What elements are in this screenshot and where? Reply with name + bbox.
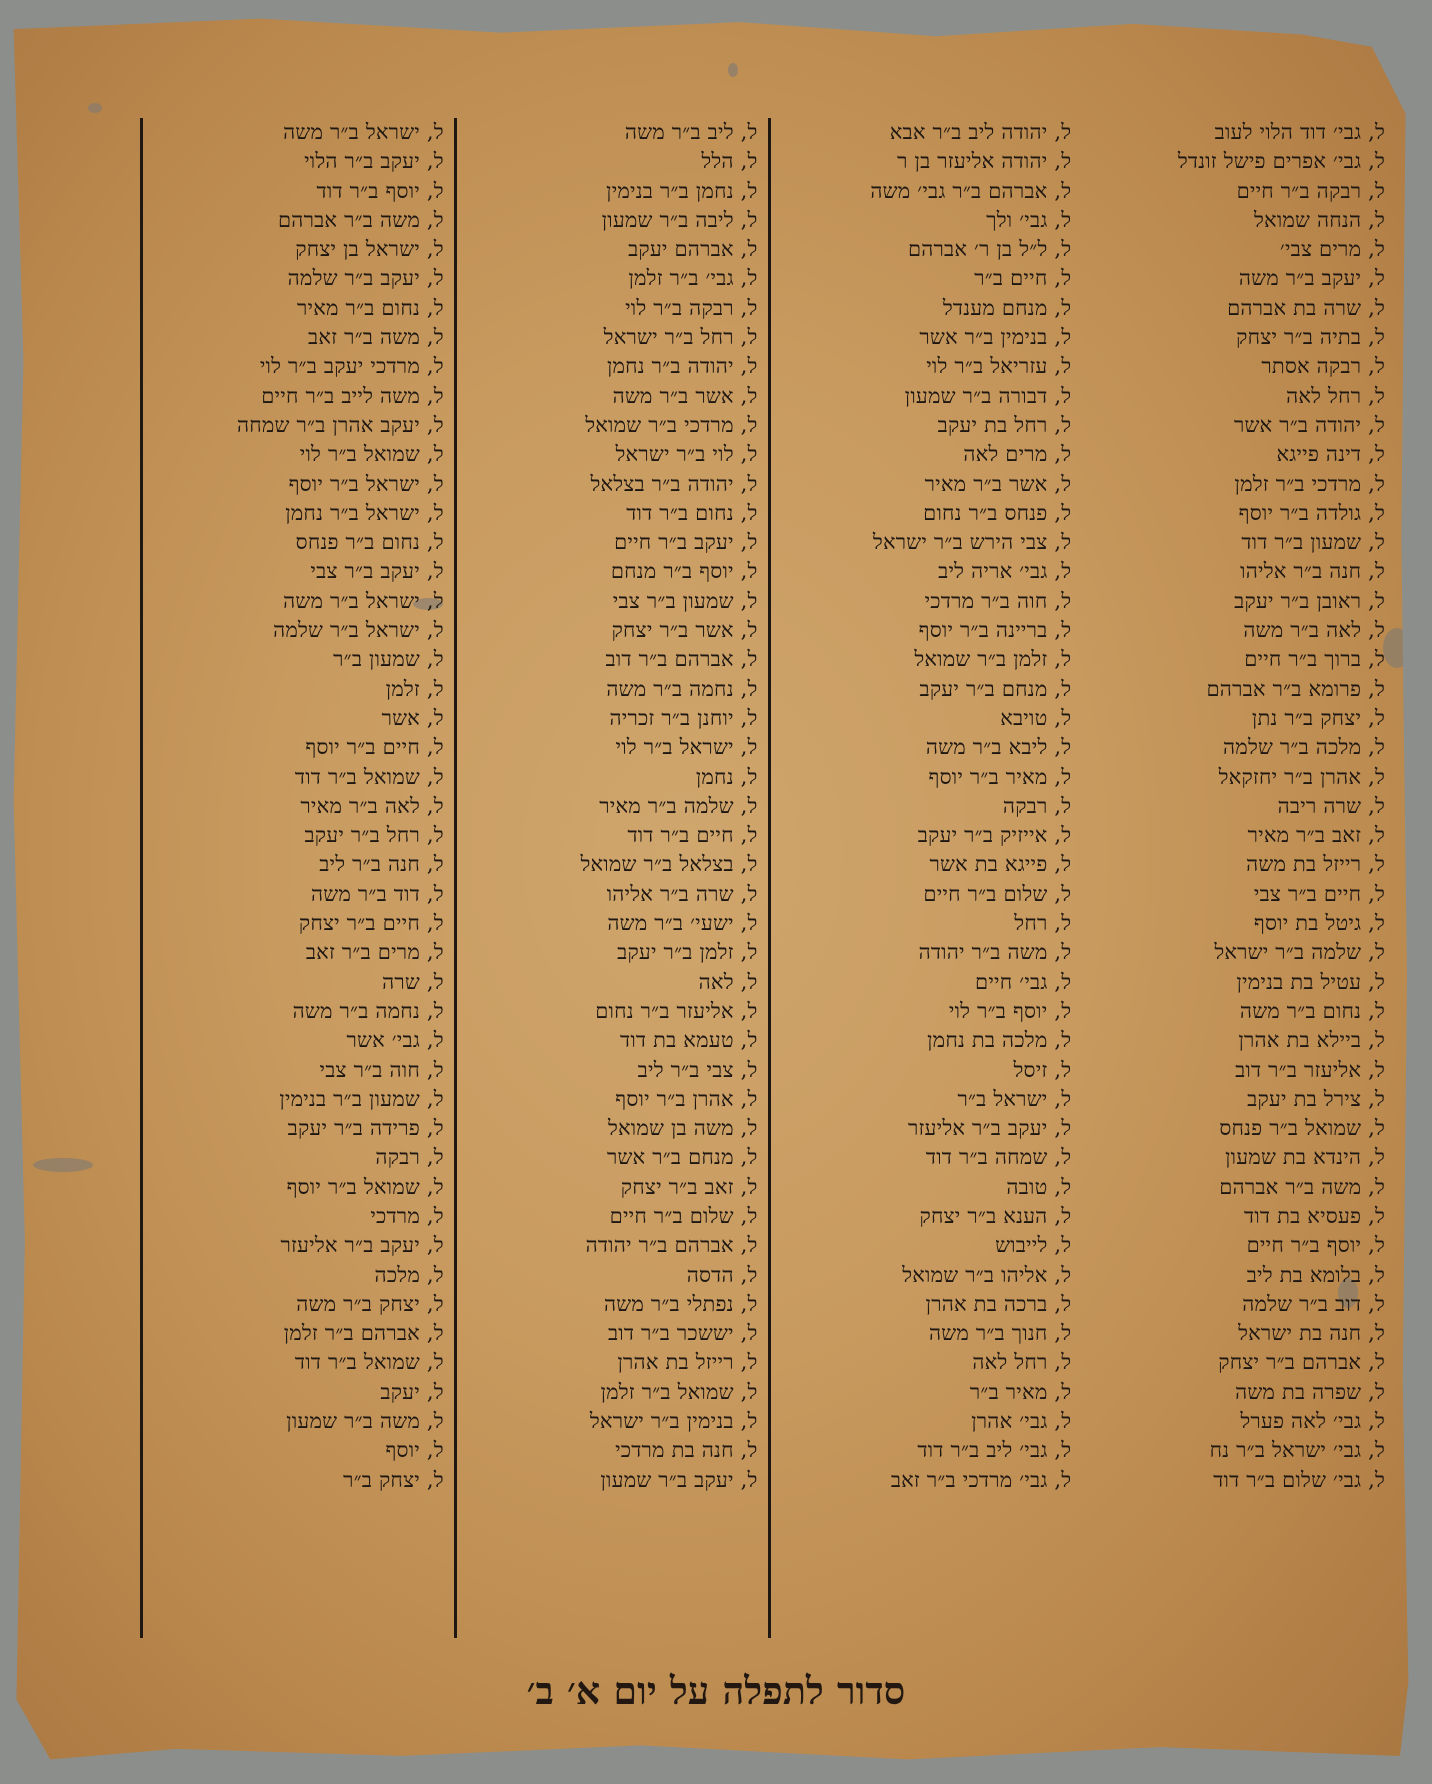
name-entry: ל, רחל לאה (1286, 383, 1385, 408)
name-entry: ל, שרה ריבה (1277, 793, 1385, 818)
name-entry: ל, ישראל ב״ר שלמה (273, 618, 444, 643)
name-entry: ל, שמואל ב״ר לוי (299, 442, 444, 467)
name-entry: ל, מנחם ב״ר יעקב (919, 676, 1072, 701)
name-entry: ל, נחום ב״ר דוד (626, 500, 758, 525)
name-column-2 (768, 118, 1082, 1638)
name-entry: ל, רבקה ב״ר חיים (1236, 178, 1385, 203)
name-column-4 (140, 118, 454, 1638)
name-entry: ל, גבי׳ ישראל ב״ר נח (1209, 1438, 1385, 1463)
name-entry: ל, זאב ב״ר יצחק (620, 1174, 758, 1199)
name-entry: ל, יעקב ב״ר שמעון (600, 1467, 758, 1492)
name-column-1 (1081, 118, 1395, 1638)
name-entry: ל, עזריאל ב״ר לוי (926, 354, 1072, 379)
name-entry: ל, בנימין ב״ר ישראל (589, 1409, 758, 1434)
name-entry: ל, שמעון ב״ר (333, 647, 444, 672)
name-entry: ל, דבורה ב״ר שמעון (904, 383, 1072, 408)
name-entry: ל, חנה ב״ר ליב (319, 852, 444, 877)
name-entry: ל, גיטל בת יוסף (1253, 911, 1385, 936)
name-entry: ל, גבי׳ דוד הלוי לעוב (1214, 120, 1385, 144)
name-entry: ל, גבי׳ חיים (975, 969, 1072, 994)
name-entry: ל, יעקב ב״ר צבי (310, 559, 444, 584)
name-entry: ל, גבי׳ לאה פערל (1240, 1409, 1385, 1434)
name-entry: ל, יהודה ליב ב״ר אבא (889, 120, 1072, 144)
name-entry: ל, יוסף ב״ר מנחם (610, 559, 758, 584)
name-entry: ל, רחל בת יעקב (937, 412, 1072, 437)
name-entry: ל, שמעון ב״ר צבי (612, 588, 758, 613)
name-entry: ל, שמואל ב״ר יוסף (286, 1174, 444, 1199)
name-entry: ל, ברכה בת אהרן (925, 1291, 1072, 1316)
name-entry: ל, ישראל ב״ר משה (283, 588, 444, 613)
name-entry: ל, ישראל ב״ר (957, 1086, 1072, 1111)
name-entry: ל, יצחק ב״ר משה (296, 1291, 444, 1316)
name-entry: ל, שמחה ב״ר דוד (925, 1145, 1072, 1170)
name-entry: ל, גבי׳ אפרים פישל זונדל (1177, 149, 1385, 174)
name-entry: ל, צירל בת יעקב (1247, 1086, 1385, 1111)
name-entry: ל, ביילא בת אהרן (1238, 1028, 1385, 1053)
name-entry: ל, הדסה (686, 1262, 758, 1287)
name-entry: ל, צבי הירש ב״ר ישראל (872, 530, 1072, 555)
name-entry: ל, בנימין ב״ר אשר (919, 325, 1072, 350)
name-entry: ל, ליבא ב״ר משה (925, 735, 1072, 760)
name-entry: ל, מרים לאה (963, 442, 1072, 467)
name-entry: ל, ל״ל בן ר׳ אברהם (907, 237, 1072, 262)
name-entry: ל, אהרן ב״ר יוסף (615, 1086, 758, 1111)
name-entry: ל, יעקב ב״ר אליעזר (907, 1116, 1072, 1141)
name-entry: ל, יעקב ב״ר שלמה (287, 266, 444, 291)
name-entry: ל, בצלאל ב״ר שמואל (580, 852, 758, 877)
name-entry: ל, משה ב״ר שמעון (286, 1409, 444, 1434)
name-entry: ל, משה לייב ב״ר חיים (261, 383, 444, 408)
name-entry: ל, מלכה בת נחמן (927, 1028, 1072, 1053)
name-entry: ל, הענא ב״ר יצחק (919, 1203, 1072, 1228)
name-entry: ל, יוסף ב״ר דוד (316, 178, 444, 203)
name-entry: ל, פייגא בת אשר (929, 852, 1072, 877)
name-entry: ל, אברהם ב״ר יצחק (1218, 1350, 1385, 1375)
name-entry: ל, שמואל ב״ר פנחס (1219, 1116, 1385, 1141)
name-entry: ל, גבי׳ אשר (346, 1028, 444, 1053)
name-entry: ל, ישעי׳ ב״ר משה (607, 911, 758, 936)
name-entry: ל, לאה ב״ר משה (1243, 618, 1385, 643)
name-entry: ל, פעסיא בת דוד (1244, 1203, 1385, 1228)
name-entry: ל, מאיר ב״ר (969, 1379, 1072, 1404)
name-entry: ל, אשר (381, 705, 444, 730)
name-entry: ל, הנחה שמואל (1254, 207, 1385, 232)
name-entry: ל, יוחנן ב״ר זכריה (609, 705, 758, 730)
name-entry: ל, אברהם ב״ר גבי׳ משה (870, 178, 1072, 203)
name-entry: ל, לאה ב״ר מאיר (300, 793, 444, 818)
name-entry: ל, יעקב אהרן ב״ר שמחה (237, 412, 444, 437)
name-entry: ל, משה ב״ר זאב (308, 325, 444, 350)
name-entry: ל, שרה ב״ר אליהו (606, 881, 758, 906)
name-entry: ל, גולדה ב״ר יוסף (1238, 500, 1385, 525)
name-entry: ל, דוב ב״ר שלמה (1242, 1291, 1385, 1316)
name-entry: ל, יעקב ב״ר אליעזר (280, 1233, 444, 1258)
name-entry: ל, טויבא (1000, 705, 1072, 730)
name-entry: ל, שמעון ב״ר בנימין (279, 1086, 444, 1111)
name-entry: ל, שמואל ב״ר זלמן (600, 1379, 758, 1404)
name-entry: ל, משה בן שמואל (607, 1116, 758, 1141)
name-entry: ל, ישראל ב״ר יוסף (288, 471, 444, 496)
name-entry: ל, פנחס ב״ר נחום (923, 500, 1072, 525)
name-entry: ל, פרידה ב״ר יעקב (287, 1116, 444, 1141)
name-entry: ל, אשר ב״ר יצחק (611, 618, 758, 643)
name-entry: ל, חנוך ב״ר משה (928, 1321, 1072, 1346)
name-entry: ל, ראובן ב״ר יעקב (1234, 588, 1385, 613)
name-entry: ל, עטיל בת בנימין (1236, 969, 1385, 994)
name-entry: ל, חוה ב״ר צבי (319, 1057, 444, 1082)
name-entry: ל, גבי׳ אהרן (971, 1409, 1072, 1434)
name-entry: ל, מרים ב״ר זאב (305, 940, 444, 965)
name-entry: ל, מנחם מענדל (942, 295, 1072, 320)
name-entry: ל, ליב ב״ר משה (624, 120, 758, 144)
name-entry: ל, נחום ב״ר פנחס (295, 530, 444, 555)
name-entry: ל, נחמן (695, 764, 758, 789)
name-entry: ל, נחום ב״ר משה (1239, 998, 1385, 1023)
name-entry: ל, משה ב״ר אברהם (277, 207, 444, 232)
name-entry: ל, יעקב (380, 1379, 444, 1404)
name-entry: ל, גבי׳ ולך (986, 207, 1072, 232)
name-entry: ל, זאב ב״ר מאיר (1247, 823, 1385, 848)
name-entry: ל, רחל ב״ר יעקב (304, 823, 444, 848)
name-entry: ל, דינה פייגא (1276, 442, 1385, 467)
name-entry: ל, לוי ב״ר ישראל (615, 442, 758, 467)
name-entry: ל, ישראל ב״ר משה (283, 120, 444, 144)
name-entry: ל, אליעזר ב״ר נחום (595, 998, 758, 1023)
name-entry: ל, ברוך ב״ר חיים (1244, 647, 1385, 672)
name-entry: ל, חנה בת מרדכי (615, 1438, 758, 1463)
name-entry: ל, אליהו ב״ר שמואל (902, 1262, 1072, 1287)
name-entry: ל, שלום ב״ר חיים (923, 881, 1072, 906)
name-entry: ל, דוד ב״ר משה (311, 881, 444, 906)
name-entry: ל, מלכה ב״ר שלמה (1223, 735, 1385, 760)
name-entry: ל, גבי׳ שלום ב״ר דוד (1213, 1467, 1385, 1492)
name-entry: ל, הינדא בת שמעון (1225, 1145, 1385, 1170)
name-entry: ל, אברהם יעקב (628, 237, 758, 262)
name-entry: ל, רחל ב״ר ישראל (603, 325, 758, 350)
name-entry: ל, בלומא בת ליב (1246, 1262, 1385, 1287)
name-entry: ל, חנה בת ישראל (1238, 1321, 1385, 1346)
name-entry: ל, לייבוש (995, 1233, 1072, 1258)
name-entry: ל, מאיר ב״ר יוסף (928, 764, 1072, 789)
name-entry: ל, רחל לאה (972, 1350, 1072, 1375)
name-entry: ל, גבי׳ אריה ליב (938, 559, 1072, 584)
name-column-3 (454, 118, 768, 1638)
name-entry: ל, מלכה (374, 1262, 444, 1287)
name-entry: ל, בתיה ב״ר יצחק (1236, 325, 1385, 350)
name-entry: ל, זלמן ב״ר יעקב (617, 940, 758, 965)
name-entry: ל, ישראל ב״ר נחמן (285, 500, 444, 525)
name-entry: ל, חוה ב״ר מרדכי (924, 588, 1072, 613)
name-entry: ל, יהודה ב״ר נחמן (606, 354, 758, 379)
name-entry: ל, אהרן ב״ר יחזקאל (1218, 764, 1385, 789)
name-entry: ל, אייזיק ב״ר יעקב (917, 823, 1072, 848)
name-entry: ל, ישראל ב״ר לוי (615, 735, 758, 760)
name-entry: ל, שלום ב״ר חיים (609, 1203, 758, 1228)
name-entry: ל, ליבה ב״ר שמעון (601, 207, 758, 232)
name-entry: ל, גבי׳ מרדכי ב״ר זאב (890, 1467, 1072, 1492)
name-entry: ל, לאה (698, 969, 758, 994)
stain (88, 103, 102, 113)
name-entry: ל, צבי ב״ר ליב (637, 1057, 758, 1082)
name-entry: ל, נחום ב״ר מאיר (297, 295, 444, 320)
name-entry: ל, אשר ב״ר משה (612, 383, 758, 408)
name-entry: ל, רבקה אסתר (1261, 354, 1385, 379)
name-entry: ל, שלמה ב״ר מאיר (599, 793, 758, 818)
name-entry: ל, יששכר ב״ר דוב (607, 1321, 758, 1346)
name-entry: ל, מרים צבי׳ (1279, 237, 1385, 262)
name-entry: ל, אשר ב״ר מאיר (924, 471, 1072, 496)
name-entry: ל, אברהם ב״ר זלמן (283, 1321, 444, 1346)
name-entry: ל, יעקב ב״ר חיים (614, 530, 758, 555)
name-entry: ל, יוסף (385, 1438, 444, 1463)
name-entry: ל, יוסף ב״ר חיים (1246, 1233, 1385, 1258)
name-entry: ל, שרה בת אברהם (1227, 295, 1385, 320)
name-entry: ל, בריינה ב״ר יוסף (918, 618, 1072, 643)
name-entry: ל, נחמן ב״ר בנימין (606, 178, 758, 203)
name-entry: ל, שרה (382, 969, 444, 994)
name-entry: ל, מרדכי ב״ר שמואל (585, 412, 758, 437)
name-entry: ל, רבקה (375, 1145, 444, 1170)
name-entry: ל, שפרה בת משה (1235, 1379, 1385, 1404)
name-entry: ל, חיים ב״ר יצחק (298, 911, 444, 936)
name-entry: ל, נפתלי ב״ר משה (603, 1291, 758, 1316)
name-entry: ל, זלמן (385, 676, 444, 701)
name-entry: ל, שלמה ב״ר ישראל (1214, 940, 1385, 965)
name-entry: ל, רייזל בת משה (1246, 852, 1385, 877)
name-entry: ל, חנה ב״ר אליהו (1240, 559, 1385, 584)
name-entry: ל, משה ב״ר יהודה (918, 940, 1072, 965)
name-entry: ל, חיים ב״ר יוסף (305, 735, 444, 760)
name-entry: ל, גבי׳ ב״ר זלמן (628, 266, 758, 291)
stain (728, 63, 738, 77)
name-entry: ל, זלמן ב״ר שמואל (914, 647, 1072, 672)
name-entry: ל, חיים ב״ר צבי (1253, 881, 1385, 906)
name-entry: ל, יוסף ב״ר לוי (948, 998, 1072, 1023)
name-entry: ל, רבקה (1002, 793, 1072, 818)
name-entry: ל, זיסל (1013, 1057, 1072, 1082)
name-entry: ל, אליעזר ב״ר דוב (1235, 1057, 1385, 1082)
name-entry: ל, יהודה ב״ר אשר (1233, 412, 1385, 437)
footer-title: סדור לתפלה על יום א׳ ב׳ (526, 1668, 906, 1713)
name-columns (140, 118, 1395, 1638)
name-entry: ל, חיים ב״ר (974, 266, 1072, 291)
name-entry: ל, טובה (1006, 1174, 1072, 1199)
name-entry: ל, יצחק ב״ר נתן (1251, 705, 1385, 730)
name-entry: ל, רבקה ב״ר לוי (625, 295, 758, 320)
name-entry: ל, יעקב ב״ר הלוי (304, 149, 444, 174)
name-entry: ל, טעמא בת דוד (620, 1028, 758, 1053)
name-entry: ל, רחל (1014, 911, 1072, 936)
name-entry: ל, שמעון ב״ר דוד (1241, 530, 1385, 555)
name-entry: ל, מרדכי יעקב ב״ר לוי (259, 354, 444, 379)
name-entry: ל, שמואל ב״ר דוד (294, 1350, 444, 1375)
name-entry: ל, פרומא ב״ר אברהם (1206, 676, 1385, 701)
name-entry: ל, נחמה ב״ר משה (292, 998, 444, 1023)
name-entry: ל, משה ב״ר אברהם (1219, 1174, 1385, 1199)
stain (33, 1158, 93, 1172)
name-entry: ל, יהודה ב״ר בצלאל (590, 471, 758, 496)
name-entry: ל, גבי׳ ליב ב״ר דוד (917, 1438, 1072, 1463)
name-entry: ל, רייזל בת אהרן (617, 1350, 758, 1375)
name-entry: ל, ישראל בן יצחק (295, 237, 444, 262)
name-entry: ל, יצחק ב״ר (343, 1467, 444, 1492)
name-entry: ל, מרדכי (370, 1203, 444, 1228)
name-entry: ל, מנחם ב״ר אשר (606, 1145, 758, 1170)
name-entry: ל, חיים ב״ר דוד (627, 823, 758, 848)
name-entry: ל, יעקב ב״ר משה (1238, 266, 1385, 291)
name-entry: ל, נחמה ב״ר משה (606, 676, 758, 701)
name-entry: ל, שמואל ב״ר דוד (294, 764, 444, 789)
name-entry: ל, מרדכי ב״ר זלמן (1234, 471, 1385, 496)
name-entry: ל, יהודה אליעזר בן ר (897, 149, 1072, 174)
name-entry: ל, הלל (701, 149, 758, 174)
name-entry: ל, אברהם ב״ר יהודה (585, 1233, 758, 1258)
name-entry: ל, אברהם ב״ר דוב (605, 647, 758, 672)
